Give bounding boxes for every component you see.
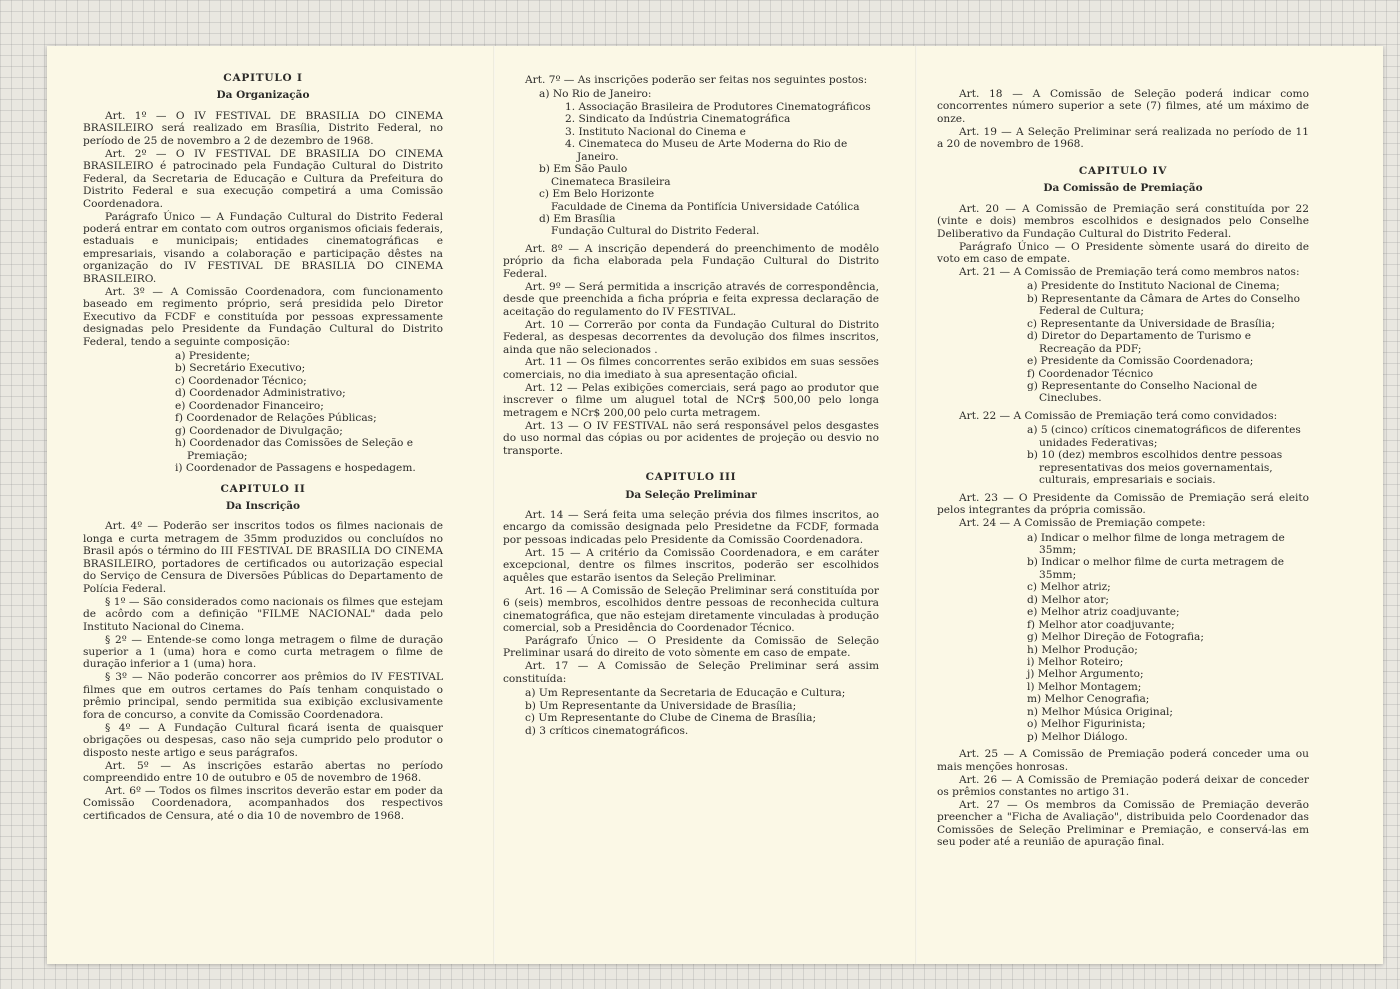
article-7: Art. 7º — As inscrições poderão ser feitas nos seguintes postos: — [525, 74, 868, 86]
location-sao-paulo: b) Em São Paulo — [539, 163, 628, 176]
article-8: Art. 8º — A inscrição dependerá do preenchimento de modêlo próprio da ficha elaborada pela Fundação Cultural do Distrito Federal. — [503, 242, 879, 280]
list-item: c) Coordenador Técnico; — [175, 374, 307, 387]
list-item: i) Melhor Roteiro; — [1027, 656, 1124, 669]
list-item: a) Um Representante da Secretaria de Educação e Cultura; — [525, 687, 846, 700]
location-sao-paulo-detail: Cinemateca Brasileira — [551, 175, 671, 188]
list-item: c) Representante da Universidade de Brasília; — [1027, 317, 1275, 330]
article-24-list — [937, 532, 1309, 744]
article-13: Art. 13 — O IV FESTIVAL não será responsável pelos desgastes do uso normal das cópias ou por acidentes de projeção ou desvio no transporte. — [503, 419, 879, 457]
article-25: Art. 25 — A Comissão de Premiação poderá conceder uma ou mais menções honrosas. — [937, 748, 1309, 773]
location-belo-horizonte: c) Em Belo Horizonte — [539, 188, 655, 201]
rio-sublist — [551, 101, 879, 163]
list-item: d) 3 críticos cinematográficos. — [525, 724, 689, 737]
article-23: Art. 23 — O Presidente da Comissão de Premiação será eleito pelos integrantes da própria comissão. — [937, 491, 1309, 517]
article-17-list — [503, 687, 879, 737]
column-right — [937, 88, 1309, 849]
article-20: Art. 20 — A Comissão de Premiação será constituída por 22 (vinte e dois) membros escolhidos e designados pelo Conselhe Deliberativo da Fundação Cultural do Distrito Federal. — [937, 202, 1309, 240]
list-item: n) Melhor Música Original; — [1027, 705, 1173, 718]
list-item: a) Presidente do Instituto Nacional de Cinema; — [1027, 280, 1280, 293]
list-item: b) Representante da Câmara de Artes do Conselho Federal de Cultura; — [1027, 292, 1301, 318]
list-item: m) Melhor Cenografia; — [1027, 693, 1150, 706]
article-19: Art. 19 — A Seleção Preliminar será realizada no período de 11 a 20 de novembro de 1968. — [937, 125, 1309, 151]
list-item: g) Melhor Direção de Fotografia; — [1027, 631, 1204, 644]
list-item: g) Representante do Conselho Nacional de Cineclubes. — [1027, 380, 1258, 405]
location-belo-horizonte-detail: Faculdade de Cinema da Pontifícia Universidade Católica — [551, 200, 860, 213]
list-item: f) Coordenador de Relações Públicas; — [175, 412, 377, 425]
article-14: Art. 14 — Será feita uma seleção prévia dos filmes inscritos, ao encargo da comissão designada pelo Presidetne da FCDF, formada por pessoas indicadas pelo Presidente da Comissão Coordenadora. — [503, 509, 879, 546]
list-item: 4. Cinemateca do Museu de Arte Moderna do Rio de Janeiro. — [565, 138, 848, 163]
list-item: b) 10 (dez) membros escolhidos dentre pessoas representativas dos meios governamentais, culturais, empresariais e sociais. — [1027, 449, 1283, 487]
paragraph-unico-2: Parágrafo Único — O Presidente da Comissão de Seleção Preliminar usará do direito de voto sòmente em caso de empate. — [503, 635, 879, 660]
chapter-3-title: CAPITULO III — [645, 471, 737, 484]
section-1: § 1º — São considerados como nacionais os filmes que estejam de acôrdo com a definição "FILME NACIONAL" dada pelo Instituto Nacional do Cinema. — [83, 595, 443, 633]
chapter-3-subtitle: Da Seleção Preliminar — [625, 488, 757, 501]
list-item: a) Presidente; — [175, 350, 251, 363]
list-item: e) Melhor atriz coadjuvante; — [1027, 606, 1180, 619]
location-brasilia: d) Em Brasília — [539, 212, 616, 225]
list-item: e) Coordenador Financeiro; — [175, 399, 324, 412]
list-item: b) Um Representante da Universidade de Brasília; — [525, 699, 797, 712]
location-rio: a) No Rio de Janeiro: — [539, 88, 652, 101]
article-4: Art. 4º — Poderão ser inscritos todos os filmes nacionais de longa e curta metragem de 35mm produzidos ou concluídos no Brasil após o término do III FESTIVAL DE BRASILIA DO CINEMA BRASILEIRO, portadores de certificados ou autorização especial do Serviço de Censura de Diversões Públicas do Departamento de Polícia Federal. — [83, 520, 443, 595]
list-item: 2. Sindicato da Indústria Cinematográfica — [565, 113, 791, 126]
chapter-2-title: CAPITULO II — [220, 482, 306, 495]
fold-line-left — [493, 46, 495, 964]
article-22: Art. 22 — A Comissão de Premiação terá como convidados: — [959, 409, 1278, 422]
list-item: c) Um Representante do Clube de Cinema de Brasília; — [525, 712, 817, 725]
section-2: § 2º — Entende-se como longa metragem o filme de duração superior a 1 (uma) hora e como curta metragem o filme de duração inferior a 1 (uma) hora. — [83, 633, 443, 671]
chapter-4-subtitle: Da Comissão de Premiação — [1043, 182, 1203, 195]
regulation-sheet — [47, 46, 1383, 964]
list-item: h) Melhor Produção; — [1027, 643, 1138, 656]
article-22-list — [937, 424, 1309, 486]
article-16: Art. 16 — A Comissão de Seleção Preliminar será constituída por 6 (seis) membros, escolhidos dentre pessoas de reconhecida cultura cinematográfica, que não estejam diretamente vinculadas à produção comercial, sob a Presidência do Coordenador Técnico. — [503, 584, 879, 635]
article-2: Art. 2º — O IV FESTIVAL DE BRASILIA DO CINEMA BRASILEIRO é patrocinado pela Fundação Cultural do Distrito Federal, da Secretaria de Educação e Cultura da Prefeitura do Distrito Federal e sua execução competirá a uma Comissão Coordenadora. — [83, 147, 443, 210]
article-7-locations — [503, 88, 879, 237]
chapter-2-subtitle: Da Inscrição — [225, 500, 301, 512]
location-item — [539, 163, 879, 188]
list-item: a) 5 (cinco) críticos cinematográficos de diferentes unidades Federativas; — [1027, 424, 1301, 449]
list-item: f) Melhor ator coadjuvante; — [1027, 618, 1175, 631]
list-item: j) Melhor Argumento; — [1027, 668, 1144, 681]
location-item — [539, 88, 879, 163]
location-brasilia-detail: Fundação Cultural do Distrito Federal. — [551, 225, 760, 238]
article-1: Art. 1º — O IV FESTIVAL DE BRASILIA DO CINEMA BRASILEIRO será realizado em Brasília, Distrito Federal, no período de 25 de novembro a 2 de dezembro de 1968. — [83, 109, 443, 147]
chapter-1-title: CAPITULO I — [223, 72, 303, 84]
list-item: d) Coordenador Administrativo; — [175, 387, 346, 400]
article-17: Art. 17 — A Comissão de Seleção Preliminar será assim constituída: — [503, 660, 879, 685]
fold-line-right — [915, 46, 917, 964]
paragraph-unico-3: Parágrafo Único — O Presidente sòmente usará do direito de voto em caso de empate. — [937, 240, 1309, 265]
article-3-list — [83, 350, 443, 475]
list-item: d) Melhor ator; — [1027, 593, 1110, 606]
list-item: p) Melhor Diálogo. — [1027, 730, 1128, 743]
article-12: Art. 12 — Pelas exibições comerciais, será pago ao produtor que inscrever o filme um aluguel total de NCr$ 500,00 pelo longa metragem e NCr$ 200,00 pelo curta metragem. — [503, 381, 879, 419]
location-item — [539, 188, 879, 213]
column-left — [83, 64, 443, 823]
list-item: e) Presidente da Comissão Coordenadora; — [1027, 355, 1254, 368]
paragraph-unico-1: Parágrafo Único — A Fundação Cultural do Distrito Federal poderá entrar em contato com outros organismos oficiais federais, estaduais e municipais; entidades cinematográficas e empresariais, visando a colaboração e participação dêstes na organização do IV FESTIVAL DE BRASILIA DO CINEMA BRASILEIRO. — [83, 210, 443, 285]
list-item: g) Coordenador de Divulgação; — [175, 424, 343, 437]
article-3: Art. 3º — A Comissão Coordenadora, com funcionamento baseado em regimento próprio, será presidida pelo Diretor Executivo da FCDF e constituída por pessoas expressamente designadas pelo Presidente da Fundação Cultural do Distrito Federal, tendo a seguinte composição: — [83, 285, 443, 348]
list-item: 3. Instituto Nacional do Cinema e — [565, 125, 746, 138]
section-4: § 4º — A Fundação Cultural ficará isenta de quaisquer obrigações ou despesas, caso não seja cumprido pelo produtor o disposto neste artigo e seus parágrafos. — [83, 721, 443, 759]
article-21: Art. 21 — A Comissão de Premiação terá como membros natos: — [959, 265, 1300, 278]
section-3: § 3º — Não poderão concorrer aos prêmios do IV FESTIVAL filmes que em outros certames do País tenham conquistado o prêmio principal, sendo permitida sua exibição exclusivamente fora de concurso, a convite da Comissão Coordenadora. — [83, 671, 443, 721]
list-item: b) Indicar o melhor filme de curta metragem de 35mm; — [1027, 556, 1285, 581]
article-10: Art. 10 — Correrão por conta da Fundação Cultural do Distrito Federal, as despesas decorrentes da devolução dos filmes inscritos, ainda que não selecionados . — [503, 318, 879, 356]
list-item: f) Coordenador Técnico — [1027, 367, 1154, 380]
article-11: Art. 11 — Os filmes concorrentes serão exibidos em suas sessões comerciais, no dia imediato à sua apresentação oficial. — [503, 356, 879, 381]
list-item: c) Melhor atriz; — [1027, 581, 1111, 594]
list-item: l) Melhor Montagem; — [1027, 680, 1142, 693]
list-item: h) Coordenador das Comissões de Seleção e Premiação; — [175, 437, 414, 462]
article-24: Art. 24 — A Comissão de Premiação compete: — [959, 517, 1206, 530]
article-18: Art. 18 — A Comissão de Seleção poderá indicar como concorrentes número superior a sete (7) filmes, até um máximo de onze. — [937, 88, 1309, 125]
list-item: i) Coordenador de Passagens e hospedagem. — [175, 462, 416, 475]
column-middle — [503, 74, 879, 742]
article-21-list — [937, 280, 1309, 405]
list-item: a) Indicar o melhor filme de longa metragem de 35mm; — [1027, 531, 1285, 556]
article-5: Art. 5º — As inscrições estarão abertas no período compreendido entre 10 de outubro e 05 de novembro de 1968. — [83, 759, 443, 785]
article-27: Art. 27 — Os membros da Comissão de Premiação deverão preencher a "Ficha de Avaliação", distribuida pelo Coordenador das Comissões de Seleção Preliminar e Premiação, e conservá-las em seu poder até a reunião de apuração final. — [937, 799, 1309, 849]
list-item: d) Diretor do Departamento de Turismo e Recreação da PDF; — [1027, 330, 1251, 355]
article-9: Art. 9º — Será permitida a inscrição através de correspondência, desde que preenchida a ficha própria e feita expressa declaração de aceitação do regulamento do IV FESTIVAL. — [503, 280, 879, 318]
article-15: Art. 15 — A critério da Comissão Coordenadora, e em caráter excepcional, dentre os filmes inscritos, poderão ser escolhidos aquêles que estarão isentos da Seleção Preliminar. — [503, 546, 879, 584]
list-item: 1. Associação Brasileira de Produtores Cinematográficos — [565, 100, 871, 113]
chapter-4-title: CAPITULO IV — [1078, 164, 1168, 177]
article-6: Art. 6º — Todos os filmes inscritos deverão estar em poder da Comissão Coordenadora, acompanhados dos respectivos certificados de Censura, até o dia 10 de novembro de 1968. — [83, 784, 443, 822]
list-item: b) Secretário Executivo; — [175, 362, 306, 375]
article-26: Art. 26 — A Comissão de Premiação poderá deixar de conceder os prêmios constantes no artigo 31. — [937, 773, 1309, 799]
location-item — [539, 213, 879, 238]
list-item: o) Melhor Figurinista; — [1027, 718, 1146, 731]
chapter-1-subtitle: Da Organização — [216, 89, 310, 102]
